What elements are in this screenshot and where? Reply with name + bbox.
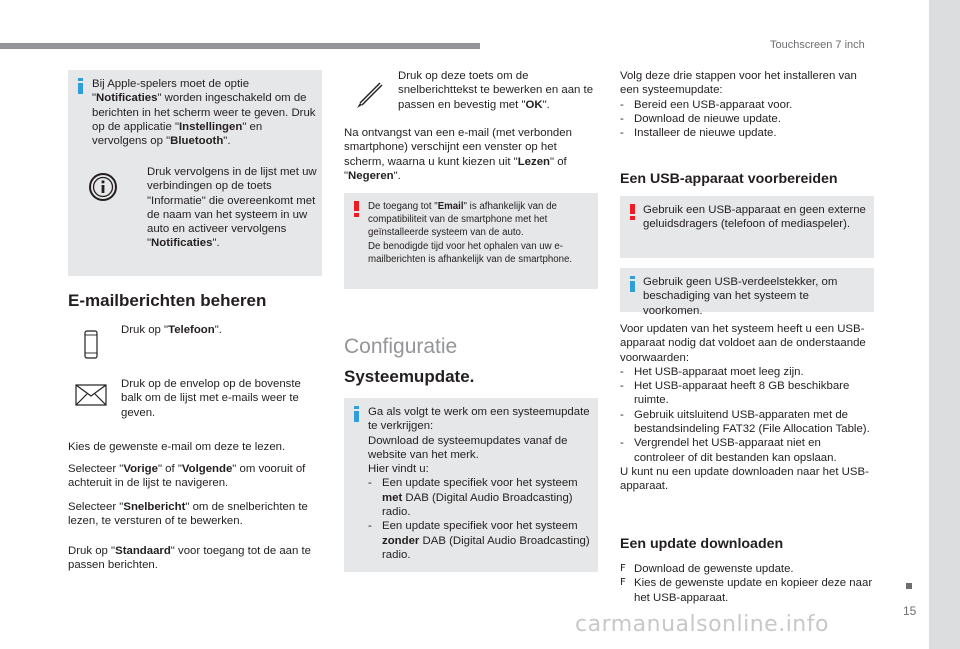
info-icon [354,406,359,422]
usb-conditions: Voor updaten van het systeem heeft u een USB-apparaat nodig dat voldoet aan de onderstaande voorwaarden: - Het USB-apparaat moet leeg zijn. - Het USB-apparaat heeft 8 GB beschikbare ruimte. - Gebruik uitsluitend USB-apparaten met de bestandsindeling FAT32 (File Allocation Table). - Vergrendel het USB-apparaat niet en controleer of dit bestanden kan opslaan. U kunt nu een update downloaden naar het USB-apparaat. [620,323,870,493]
usb-info-text: Gebruik geen USB-verdeelstekker, om beschadiging van het systeem te voorkomen. [643,276,838,317]
update-steps: Volg deze drie stappen voor het installeren van een systeemupdate: - Bereid een USB-apparaat voor. - Download de nieuwe update. - Installeer de nieuwe update. [620,70,857,140]
information-button-text: Druk vervolgens in de lijst met uw verbindingen op de toets "Informatie" die overeenkomt met de naam van het systeem in uw auto en activeer vervolgens "Notificaties". [147,166,317,250]
info-icon [630,276,635,292]
email-received-text: Na ontvangst van een e-mail (met verbonden smartphone) verschijnt een venster op het scherm, waarna u kunt kiezen uit "Lezen" of "Negeren". [344,127,572,182]
download-steps: F Download de gewenste update. F Kies de gewenste update en kopieer deze naar het USB-apparaat. [620,563,873,604]
page-number: 15 [903,604,917,618]
envelope-icon [75,384,107,406]
warning-icon [630,204,635,220]
system-update-info-text: Ga als volgt te werk om een systeemupdate te verkrijgen: Download de systeemupdates vanaf de website van het merk. Hier vindt u: - Een update specifiek voor het systeem met DAB (Digital Audio Broadcasting) radio. - Een update specifiek voor het systeem zonder DAB (Digital Audio Broadcasting) radio. [368,406,590,561]
select-email-text: Kies de gewenste e-mail om deze te lezen. [68,441,286,453]
configuration-heading: Configuratie [344,335,458,358]
phone-icon [82,330,100,360]
information-button-icon [88,172,118,202]
info-icon [78,78,83,94]
email-heading: E-mailberichten beheren [68,291,267,310]
system-update-heading: Systeemupdate. [344,367,475,386]
phone-instruction: Druk op "Telefoon". [121,324,222,336]
warning-icon [354,201,359,217]
page-marker [906,583,912,589]
header-bar [0,43,480,49]
navigate-text: Selecteer "Vorige" of "Volgende" om vooruit of achteruit in de lijst te navigeren. [68,463,306,490]
standard-text: Druk op "Standaard" voor toegang tot de aan te passen berichten. [68,545,311,572]
page-edge-bar [929,0,960,649]
download-heading: Een update downloaden [620,536,784,552]
apple-notifications-text: Bij Apple-spelers moet de optie "Notificaties" worden ingeschakeld om de berichten in het scherm weer te geven. Druk op de applicatie "Instellingen" en vervolgens op "Bluetooth". [92,78,316,148]
header-title: Touchscreen 7 inch [770,39,865,51]
quick-message-text: Selecteer "Snelbericht" om de snelberichten te lezen, te versturen of te bewerken. [68,501,308,528]
email-warning-text: De toegang tot "Email" is afhankelijk van de compatibiliteit van de smartphone met het geïnstalleerde systeem van de auto. De benodigde tijd voor het ophalen van uw e-mailberichten is afhankelijk van de smartphone. [368,201,573,265]
envelope-instruction: Druk op de envelop op de bovenste balk om de lijst met e-mails weer te geven. [121,378,301,419]
pencil-instruction: Druk op deze toets om de snelberichttekst te bewerken en aan te passen en bevestig met "OK". [398,70,594,111]
watermark: carmanualsonline.info [575,612,829,637]
pencil-icon [354,80,384,110]
usb-warning-text: Gebruik een USB-apparaat en geen externe geluidsdragers (telefoon of mediaspeler). [643,204,866,231]
usb-prepare-heading: Een USB-apparaat voorbereiden [620,171,838,187]
